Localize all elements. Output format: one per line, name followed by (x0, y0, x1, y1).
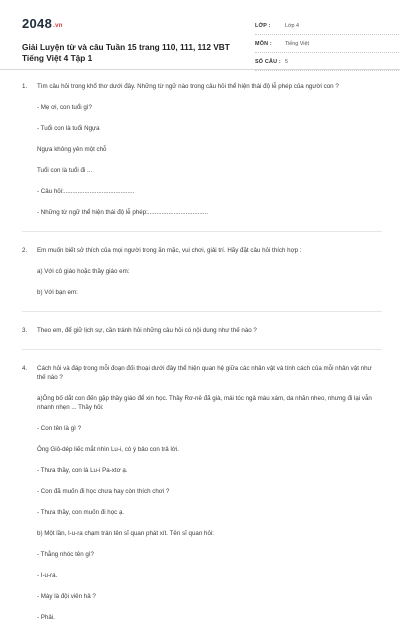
question-line: - Phải. (37, 614, 55, 621)
question-line: - Con đã muốn đi học chưa hay còn thích chơi ? (37, 488, 170, 495)
logo-suffix: .vn (53, 23, 63, 29)
question-divider (22, 311, 382, 312)
question-line: - Tuổi con là tuổi Ngựa (37, 125, 100, 132)
question-divider (22, 231, 382, 232)
question-2 (22, 246, 382, 297)
worksheet-meta (255, 20, 400, 74)
question-number: 4. (22, 365, 28, 372)
question-line: - Thằng nhóc tên gì? (37, 551, 94, 558)
question-4 (22, 364, 382, 622)
meta-row-subject (255, 38, 400, 53)
answer-line: - Câu hỏi:......................................... (37, 188, 135, 195)
logo-main-text: 2048 (22, 16, 53, 31)
question-line: b) Với bạn em: (37, 289, 78, 296)
question-line: Ông Giô-dép liếc mắt nhìn Lu-i, có ý bảo con trả lời. (37, 446, 179, 453)
site-logo[interactable] (22, 16, 63, 31)
question-text: Theo em, để giữ lịch sự, cần tránh hỏi những câu hỏi có nội dung như thế nào ? (37, 327, 257, 334)
question-number: 1. (22, 83, 28, 90)
worksheet-header (22, 10, 382, 65)
question-number: 3. (22, 327, 28, 334)
questions-list (22, 82, 382, 622)
page-title (22, 42, 252, 64)
title-line-2: Tiếng Việt 4 Tập 1 (22, 53, 93, 63)
meta-value-question-count: 5 (285, 59, 288, 65)
question-line: Tuổi con là tuổi đi ... (37, 167, 93, 174)
question-line: a) Với cô giáo hoặc thầy giáo em: (37, 268, 130, 275)
question-text: Em muốn biết sở thích của mọi người trong ăn mặc, vui chơi, giải trí. Hãy đặt câu hỏi thích hợp : (37, 247, 302, 254)
question-line: b) Một lần, I-u-ra chạm trán tên sĩ quan phát xít. Tên sĩ quan hỏi: (37, 530, 215, 537)
question-line: a)Ông bố dắt con đến gặp thầy giáo để xin học. Thầy Rơ-nê đã già, mái tóc ngả màu xám, da nhăn nheo, nhưng đi lại vẫn nhanh nhẹn ... Thầy hỏi: (37, 395, 372, 411)
question-3 (22, 326, 382, 335)
question-line: - Thưa thầy, con là Lu-i Pa-xtơ ạ. (37, 467, 128, 474)
title-line-1: Giải Luyện từ và câu Tuần 15 trang 110, 111, 112 VBT (22, 42, 230, 52)
header-divider (0, 69, 400, 70)
question-line: - Thưa thầy, con muốn đi học ạ. (37, 509, 125, 516)
question-line: - Mày là đội viên hả ? (37, 593, 96, 600)
question-text: Tìm câu hỏi trong khổ thơ dưới đây. Những từ ngữ nào trong câu hỏi thể hiện thái độ lễ phép của người con ? (37, 83, 339, 90)
meta-row-grade (255, 20, 400, 35)
meta-label-subject: MÔN : (255, 41, 272, 47)
answer-line: - Những từ ngữ thể hiện thái độ lễ phép:................................... (37, 209, 208, 216)
meta-value-subject: Tiếng Việt (285, 41, 309, 47)
question-divider (22, 349, 382, 350)
question-line: - Mẹ ơi, con tuổi gì? (37, 104, 92, 111)
question-number: 2. (22, 247, 28, 254)
question-text: Cách hỏi và đáp trong mỗi đoạn đối thoại dưới đây thể hiện quan hệ giữa các nhân vật và tính cách của mỗi nhân vật như thế nào ? (37, 365, 372, 381)
meta-label-question-count: SỐ CÂU : (255, 59, 281, 65)
question-line: Ngựa không yên một chỗ (37, 146, 107, 153)
meta-value-grade: Lớp 4 (285, 23, 300, 29)
question-1 (22, 82, 382, 217)
meta-label-grade: LỚP : (255, 23, 271, 29)
question-line: - Con tên là gì ? (37, 425, 82, 432)
question-line: - I-u-ra. (37, 572, 58, 579)
